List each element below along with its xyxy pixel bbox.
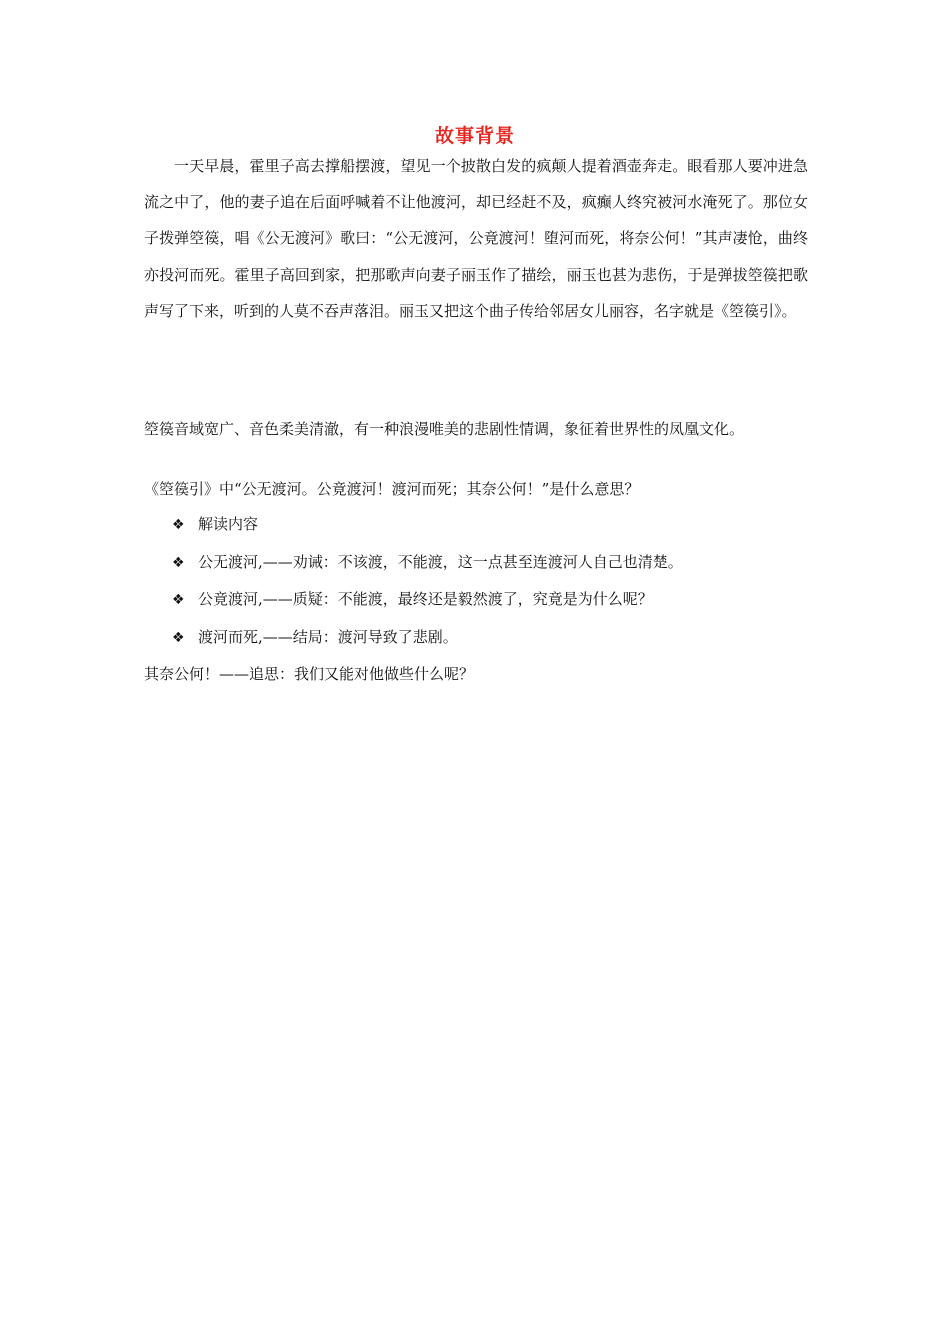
story-paragraph: 一天早晨，霍里子高去撑船摆渡，望见一个披散白发的疯颠人提着酒壶奔走。眼看那人要冲进急流之中了，他的妻子追在后面呼喊着不让他渡河，却已经赶不及，疯癫人终究被河水淹死了。那位女子拨弹箜篌，唱《公无渡河》歌曰：“公无渡河，公竟渡河！堕河而死，将奈公何！”其声凄怆，曲终亦投河而死。霍里子高回到家，把那歌声向妻子丽玉作了描绘，丽玉也甚为悲伤，于是弹拔箜篌把歌声写了下来，听到的人莫不吞声落泪。丽玉又把这个曲子传给邻居女儿丽容，名字就是《箜篌引》。 [144,157,808,320]
diamond-bullet-icon: ❖ [172,554,185,571]
list-item-text: 解读内容 [198,515,259,533]
diamond-bullet-icon: ❖ [172,517,185,533]
list-item [172,552,683,590]
diamond-bullet-icon: ❖ [172,592,185,608]
question-line: 《箜篌引》中“公无渡河。公竟渡河！渡河而死；其奈公何！”是什么意思？ [144,480,640,498]
closing-line: 其奈公何！——追思：我们又能对他做些什么呢？ [144,665,475,683]
list-item [172,589,683,627]
list-item-text: 公竟渡河,——质疑：不能渡，最终还是毅然渡了，究竟是为什么呢？ [198,590,653,608]
list-item-text: 公无渡河,——劝诫：不该渡，不能渡，这一点甚至连渡河人自己也清楚。 [198,552,683,571]
diamond-bullet-icon: ❖ [172,629,185,646]
interpretation-list [172,514,683,664]
list-item [172,514,683,552]
list-item [172,627,683,665]
list-item-text: 渡河而死,——结局：渡河导致了悲剧。 [198,627,458,646]
document-title: 故事背景 [434,125,515,147]
konghou-description-paragraph: 箜篌音域宽广、音色柔美清澈，有一种浪漫唯美的悲剧性情调，象征着世界性的凤凰文化。 [144,420,745,438]
